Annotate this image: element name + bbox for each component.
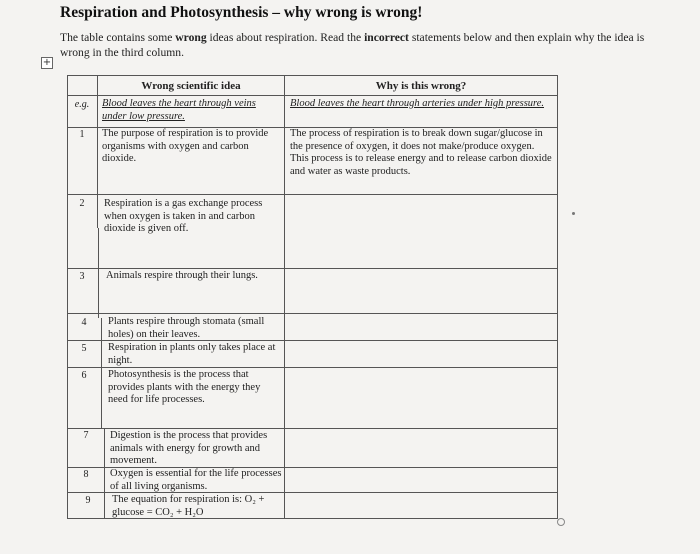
row-9-number: 9 bbox=[85, 495, 91, 506]
page-title: Respiration and Photosynthesis – why wrong is wrong! bbox=[60, 4, 423, 21]
row-5-idea: Respiration in plants only takes place at night. bbox=[108, 342, 276, 366]
row-3-idea: Animals respire through their lungs. bbox=[106, 270, 258, 281]
header-why-wrong: Why is this wrong? bbox=[375, 80, 467, 92]
row-4-number: 4 bbox=[81, 317, 87, 328]
row-7-why[interactable] bbox=[290, 430, 552, 464]
speck-dot bbox=[572, 212, 575, 215]
row-eg-idea: Blood leaves the heart through veins under low pressure. bbox=[102, 98, 256, 122]
row-5-number: 5 bbox=[81, 343, 87, 354]
row-6-why[interactable] bbox=[290, 369, 552, 424]
row-4-idea: Plants respire through stomata (small holes) on their leaves. bbox=[108, 316, 265, 340]
row-1-idea: The purpose of respiration is to provide organisms with oxygen and carbon dioxide. bbox=[102, 128, 269, 164]
header-wrong-idea: Wrong scientific idea bbox=[141, 80, 241, 92]
row-8-number: 8 bbox=[83, 469, 89, 480]
row-1-why[interactable]: The process of respiration is to break down sugar/glucose in the presence of oxygen, it does not make/produce oxygen. This process is to release energy and to release carbon dioxide and water as waste products. bbox=[290, 128, 552, 177]
row-eg-number: e.g. bbox=[74, 99, 90, 110]
row-1-number: 1 bbox=[79, 129, 85, 140]
row-5-why[interactable] bbox=[290, 342, 552, 364]
table-move-handle-icon[interactable]: + bbox=[42, 57, 52, 68]
table-resize-handle-icon[interactable] bbox=[557, 518, 565, 526]
row-6-idea: Photosynthesis is the process that provides plants with the energy they need for life processes. bbox=[108, 369, 261, 405]
row-9-idea: The equation for respiration is: O₂ + glucose = CO₂ + H₂O bbox=[112, 494, 265, 518]
row-2-why[interactable] bbox=[290, 198, 552, 264]
row-8-idea: Oxygen is essential for the life processes of all living organisms. bbox=[110, 468, 282, 492]
row-2-number: 2 bbox=[79, 198, 85, 209]
row-eg-why[interactable]: Blood leaves the heart through arteries under high pressure. bbox=[290, 98, 545, 109]
row-3-number: 3 bbox=[79, 271, 85, 282]
intro-paragraph: The table contains some wrong ideas about respiration. Read the incorrect statements below and then explain why the idea is wrong in the third column. bbox=[60, 31, 645, 59]
row-7-idea: Digestion is the process that provides animals with energy for growth and movement. bbox=[110, 430, 268, 466]
row-6-number: 6 bbox=[81, 370, 87, 381]
row-7-number: 7 bbox=[83, 430, 89, 441]
row-9-why[interactable] bbox=[290, 494, 552, 516]
row-3-why[interactable] bbox=[290, 270, 552, 310]
row-4-why[interactable] bbox=[290, 316, 552, 338]
row-2-idea: Respiration is a gas exchange process when oxygen is taken in and carbon dioxide is given off. bbox=[104, 198, 263, 234]
row-8-why[interactable] bbox=[290, 468, 552, 490]
